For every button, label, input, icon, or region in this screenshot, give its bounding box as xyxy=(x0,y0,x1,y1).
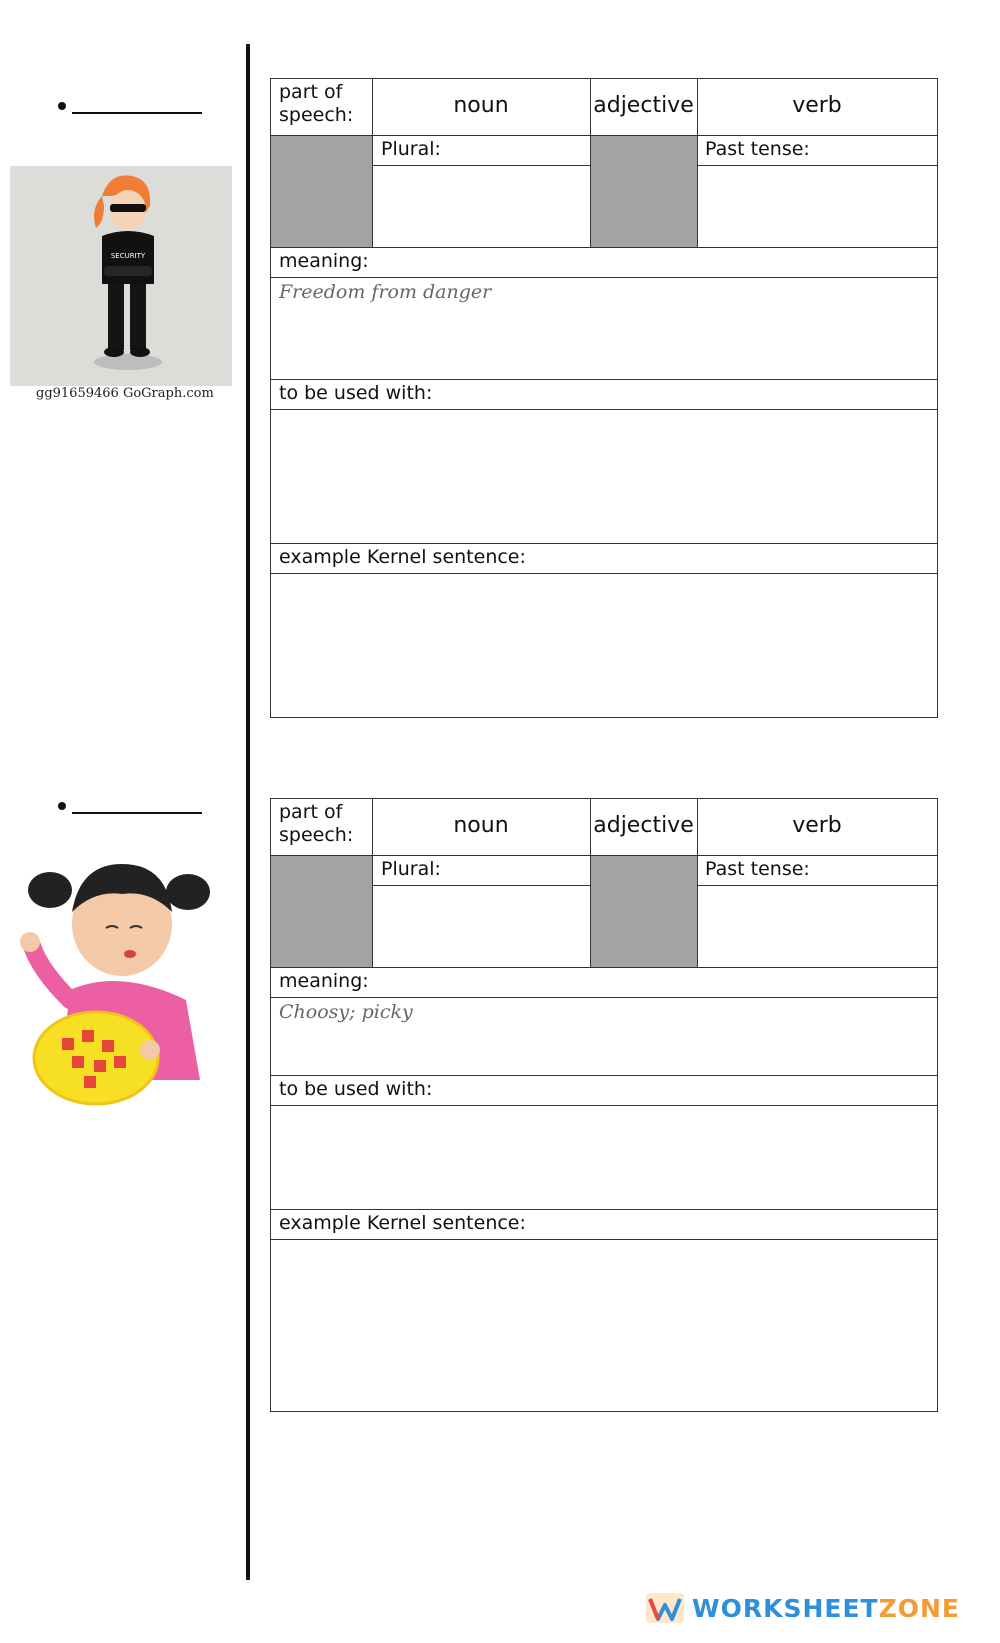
verb-option[interactable]: verb xyxy=(792,813,842,838)
picky-girl-illustration xyxy=(10,850,210,1110)
grey-box xyxy=(591,856,697,967)
adjective-option[interactable]: adjective xyxy=(593,93,694,118)
row-line xyxy=(271,1209,937,1210)
vocab-card-1 xyxy=(270,78,938,718)
worksheetzone-brand xyxy=(646,1593,960,1623)
used-with-label: to be used with: xyxy=(279,1078,433,1100)
past-tense-label: Past tense: xyxy=(705,858,810,880)
meaning-answer[interactable]: Freedom from danger xyxy=(279,281,492,303)
row-line xyxy=(271,967,937,968)
image-credit: gg91659466 GoGraph.com xyxy=(36,386,214,401)
meaning-label: meaning: xyxy=(279,970,369,992)
example-label: example Kernel sentence: xyxy=(279,546,526,568)
noun-option[interactable]: noun xyxy=(453,93,509,118)
row-line xyxy=(271,997,937,998)
verb-option[interactable]: verb xyxy=(792,93,842,118)
row-line xyxy=(271,409,937,410)
bullet-2 xyxy=(58,802,66,810)
grey-box xyxy=(591,136,697,247)
grey-box xyxy=(271,856,372,967)
row-line xyxy=(372,885,590,886)
row-line xyxy=(697,165,937,166)
row-line xyxy=(697,885,937,886)
word-blank-1[interactable] xyxy=(72,112,202,114)
vertical-divider xyxy=(246,44,250,1580)
row-line xyxy=(271,277,937,278)
row-line xyxy=(271,1075,937,1076)
security-guard-illustration xyxy=(10,166,232,386)
row-line xyxy=(271,247,937,248)
row-line xyxy=(271,379,937,380)
meaning-answer[interactable]: Choosy; picky xyxy=(279,1001,413,1023)
bullet-1 xyxy=(58,102,66,110)
word-blank-2[interactable] xyxy=(72,812,202,814)
noun-option[interactable]: noun xyxy=(453,813,509,838)
row-line xyxy=(271,1239,937,1240)
example-label: example Kernel sentence: xyxy=(279,1212,526,1234)
svg-text:SECURITY: SECURITY xyxy=(110,252,146,260)
part-of-speech-label: part of speech: xyxy=(279,81,354,126)
plural-label: Plural: xyxy=(381,858,441,880)
meaning-label: meaning: xyxy=(279,250,369,272)
adjective-option[interactable]: adjective xyxy=(593,813,694,838)
row-line xyxy=(271,543,937,544)
worksheetzone-logo-icon xyxy=(646,1593,684,1623)
used-with-label: to be used with: xyxy=(279,382,433,404)
part-of-speech-label: part of speech: xyxy=(279,801,354,846)
vocab-card-2 xyxy=(270,798,938,1412)
brand-part-2: ZONE xyxy=(878,1593,960,1623)
plural-label: Plural: xyxy=(381,138,441,160)
brand-part-1: WORKSHEET xyxy=(692,1593,879,1623)
row-line xyxy=(271,1105,937,1106)
grey-box xyxy=(271,136,372,247)
row-line xyxy=(271,573,937,574)
past-tense-label: Past tense: xyxy=(705,138,810,160)
row-line xyxy=(372,165,590,166)
